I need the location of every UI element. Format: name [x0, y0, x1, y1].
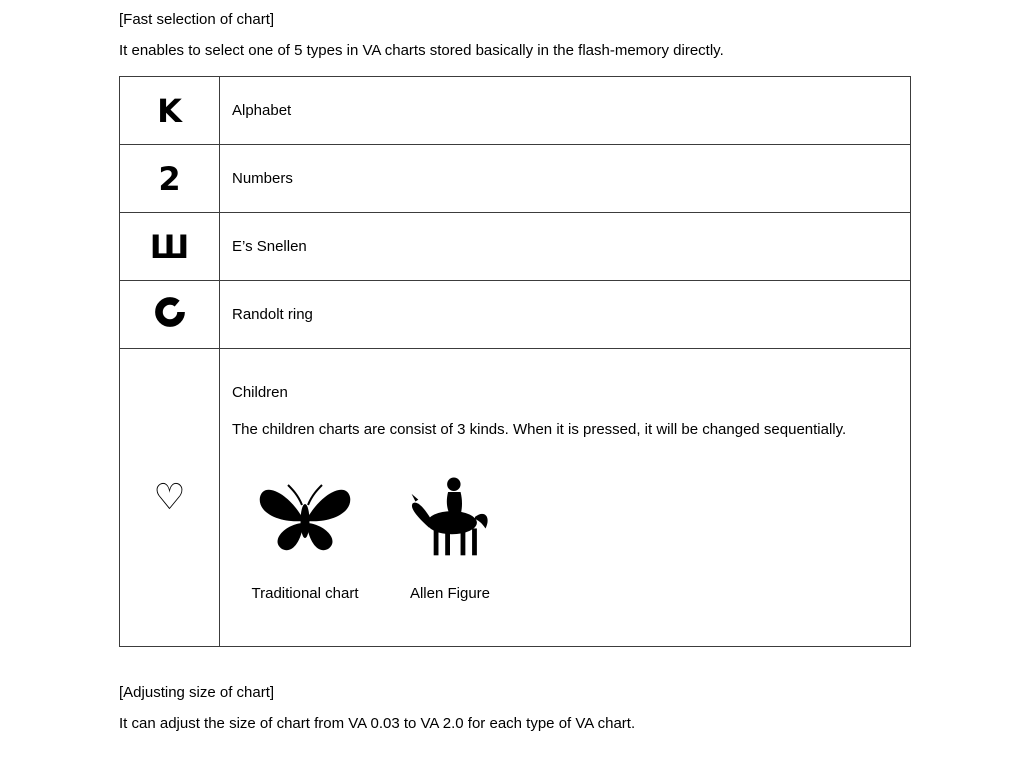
alphabet-icon-cell	[120, 77, 220, 144]
children-figures	[250, 473, 890, 602]
adjusting-size-section	[119, 683, 911, 733]
alphabet-label: Alphabet	[232, 102, 292, 119]
optotype-k-icon: K	[157, 91, 182, 130]
children-icon-cell	[120, 349, 220, 646]
snellen-icon-cell	[120, 213, 220, 280]
fast-selection-description: It enables to select one of 5 types in VA charts stored basically in the flash-memory directly.	[119, 42, 724, 59]
table-row-children	[120, 349, 910, 646]
adjusting-size-title: [Adjusting size of chart]	[119, 684, 275, 701]
fast-selection-title: [Fast selection of chart]	[119, 11, 275, 28]
adjusting-size-description: It can adjust the size of chart from VA 0.03 to VA 2.0 for each type of VA chart.	[119, 715, 636, 732]
table-row-numbers	[120, 145, 910, 213]
numbers-label: Numbers	[232, 170, 293, 187]
butterfly-icon	[250, 473, 360, 559]
allen-figure-icon	[402, 473, 498, 559]
randolt-label: Randolt ring	[232, 306, 313, 323]
traditional-chart-caption: Traditional chart	[251, 585, 359, 602]
children-description: The children charts are consist of 3 kinds. When it is pressed, it will be changed sequentially.	[232, 421, 847, 438]
traditional-chart-figure	[250, 473, 360, 602]
allen-figure-caption: Allen Figure	[409, 585, 491, 602]
table-row-alphabet	[120, 77, 910, 145]
children-content	[220, 349, 910, 646]
table-row-snellen	[120, 213, 910, 281]
allen-figure	[402, 473, 498, 602]
landolt-ring-icon	[153, 295, 187, 334]
table-row-randolt	[120, 281, 910, 349]
heart-icon: ♡	[153, 476, 186, 518]
snellen-e-icon: Ш	[149, 227, 190, 266]
randolt-icon-cell	[120, 281, 220, 348]
children-label: Children	[232, 384, 288, 401]
chart-type-table	[119, 76, 911, 647]
numbers-icon-cell	[120, 145, 220, 212]
snellen-label: E’s Snellen	[232, 238, 307, 255]
optotype-2-icon: 2	[158, 159, 181, 198]
